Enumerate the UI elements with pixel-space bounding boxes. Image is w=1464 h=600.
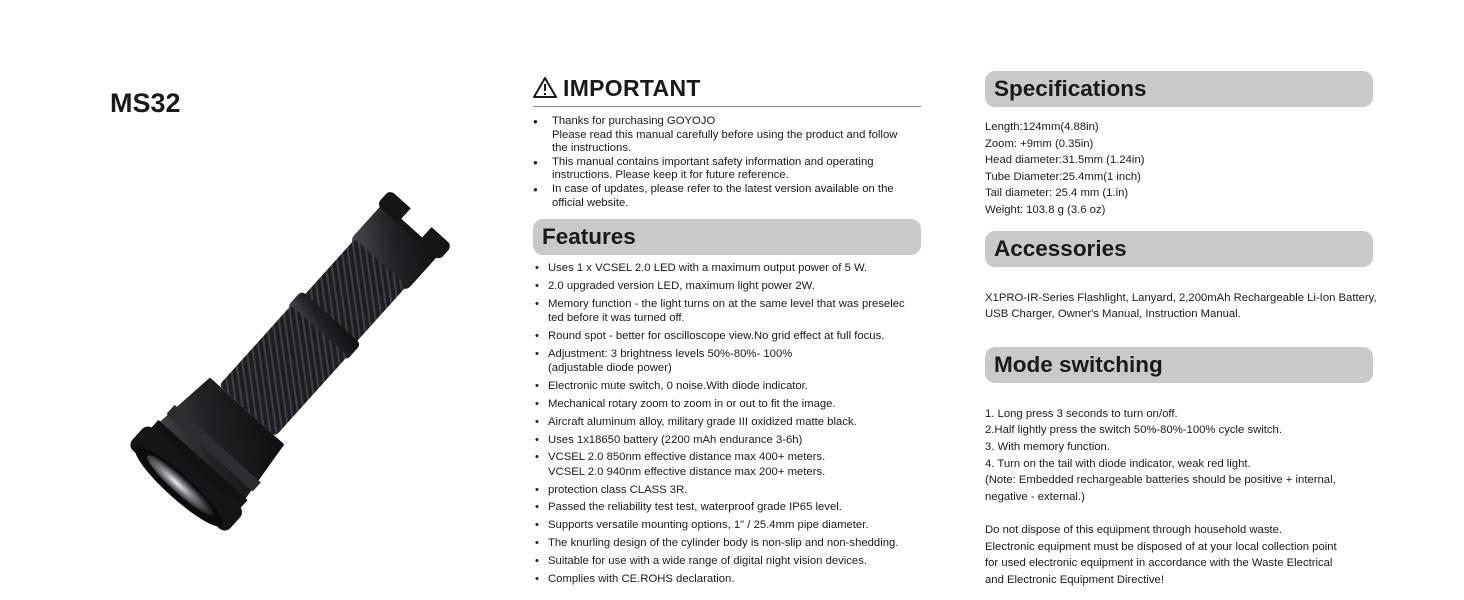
accessories-text: X1PRO-IR-Series Flashlight, Lanyard, 2,200mAh Rechargeable Li-Ion Battery, USB Charger, Owner's Manual, Instruction Manual. [985,291,1377,321]
spec-line: Tail diameter: 25.4 mm (1.in) [985,187,1129,200]
important-title: IMPORTANT [563,74,701,101]
disposal-line: and Electronic Equipment Directive! [985,573,1164,586]
model-title: MS32 [110,88,181,118]
list-item: • 2.0 upgraded version LED, maximum light power 2W. [533,279,921,294]
list-item: • Aircraft aluminum alloy, military grade III oxidized matte black. [533,415,921,430]
spec-line: Tube Diameter:25.4mm(1 inch) [985,170,1141,183]
list-item: • VCSEL 2.0 850nm effective distance max 400+ meters. VCSEL 2.0 940nm effective distance max 200+ meters. [533,450,921,479]
mode-switching-header: Mode switching [985,347,1373,383]
list-item: • Adjustment: 3 brightness levels 50%-80%- 100% (adjustable diode power) [533,347,921,376]
warning-icon [533,76,557,100]
list-item: • Complies with CE.ROHS declaration. [533,572,921,587]
specifications-list [985,119,1373,219]
spec-line: Length:124mm(4.88in) [985,121,1099,133]
list-item: • Supports versatile mounting options, 1" / 25.4mm pipe diameter. [533,518,921,533]
accessories-header: Accessories [985,231,1373,267]
list-item: ● Thanks for purchasing GOYOJO Please read this manual carefully before using the product and follow the instructions. [533,115,921,156]
list-item: • Uses 1 x VCSEL 2.0 LED with a maximum output power of 5 W. [533,261,921,276]
features-list [533,261,921,586]
specifications-header: Specifications [985,71,1373,107]
list-item: • Memory function - the light turns on at the same level that was preselec ted before it was turned off. [533,297,921,326]
list-item: • The knurling design of the cylinder body is non-slip and non-shedding. [533,536,921,551]
spec-line: Zoom: +9mm (0.35in) [985,137,1094,150]
important-list [533,115,921,210]
list-item: • Electronic mute switch, 0 noise.With diode indicator. [533,379,921,394]
flashlight-image [92,140,512,560]
list-item: • Uses 1x18650 battery (2200 mAh endurance 3-6h) [533,433,921,448]
list-item: ● This manual contains important safety information and operating instructions. Please keep it for future reference. [533,156,921,183]
important-header [533,72,921,107]
list-item: • Passed the reliability test test, waterproof grade IP65 level. [533,500,921,515]
list-item: • Round spot - better for oscilloscope view.No grid effect at full focus. [533,329,921,344]
spec-line: Head diameter:31.5mm (1.24in) [985,154,1145,167]
list-item: • protection class CLASS 3R. [533,483,921,498]
disposal-line: for used electronic equipment in accordance with the Waste Electrical [985,557,1333,570]
disposal-line: Electronic equipment must be disposed of at your local collection point [985,540,1337,553]
list-item: ● In case of updates, please refer to the latest version available on the official website. [533,183,921,210]
spec-line: Weight: 103.8 g (3.6 oz) [985,203,1106,216]
features-header: Features [533,219,921,255]
list-item: • Suitable for use with a wide range of digital night vision devices. [533,554,921,569]
disposal-line: Do not dispose of this equipment through household waste. [985,523,1283,536]
mode-switching-text: 1. Long press 3 seconds to turn on/off. 2.Half lightly press the switch 50%-80%-100% cycle switch. 3. With memory function. 4. Turn on the tail with diode indicator, weak red light. (Note: Embedded rechargeable batteries should be positive + internal, negative - external.) Do not dispose of this equipment through household waste. Electronic equipment must be disposed of at your local collection point for used electronic equipment in accordance with the Waste Electrical and Electronic Equipment Directive! [985,406,1373,589]
right-column [985,71,1377,588]
list-item: • Mechanical rotary zoom to zoom in or out to fit the image. [533,397,921,412]
middle-column [533,72,921,589]
